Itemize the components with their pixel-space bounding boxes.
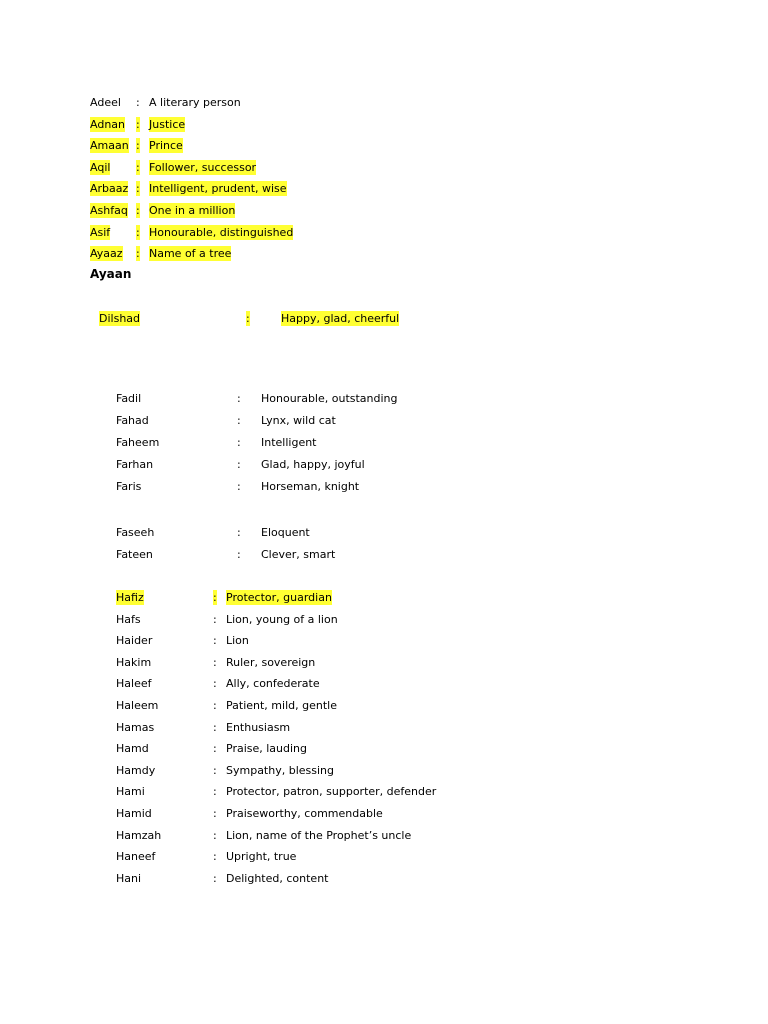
entry-separator: : — [136, 117, 140, 131]
entry-meaning: Name of a tree — [149, 247, 232, 261]
entry-name: Haneef — [116, 850, 156, 864]
entry-meaning: Sympathy, blessing — [226, 763, 334, 777]
entry-name: Haider — [116, 634, 153, 648]
entry-name: Hamzah — [116, 828, 162, 842]
entry-name: Faris — [116, 480, 142, 493]
entry-name: Haleem — [116, 699, 159, 712]
entry-meaning: Intelligent, prudent, wise — [149, 182, 287, 196]
entry-name: Amaan — [90, 139, 129, 153]
entry-separator: : — [213, 871, 217, 885]
entry-name: Arbaaz — [90, 182, 129, 196]
entry-separator: : — [213, 742, 217, 756]
entry-name: Fahad — [116, 414, 149, 427]
entry-separator: : — [237, 548, 241, 561]
entry-name: Haleef — [116, 677, 152, 691]
entry-meaning: Enthusiasm — [226, 720, 291, 734]
entry-name: Hamdy — [116, 763, 156, 777]
entry-separator: : — [136, 182, 140, 196]
entry-name: Ayaaz — [90, 247, 123, 261]
entry-meaning: Intelligent — [261, 436, 317, 449]
entry-separator: : — [213, 634, 217, 648]
entry-name: Adeel — [90, 96, 121, 109]
entry-meaning: Patient, mild, gentle — [226, 699, 337, 712]
entry-meaning: A literary person — [149, 96, 241, 109]
entry-separator: : — [136, 139, 140, 153]
entry-separator: : — [136, 204, 140, 217]
entry-meaning: Glad, happy, joyful — [261, 458, 365, 471]
entry-separator: : — [136, 247, 140, 261]
entry-separator: : — [237, 414, 241, 427]
entry-separator: : — [246, 312, 250, 325]
entry-name: Faheem — [116, 436, 160, 449]
entry-meaning: Lion, name of the Prophet’s uncle — [226, 828, 412, 842]
entry-name: Hamd — [116, 742, 149, 756]
entry-name: Hafiz — [116, 591, 144, 604]
entry-name: Hakim — [116, 655, 152, 669]
entry-name: Aqil — [90, 160, 111, 174]
entry-name: Dilshad — [99, 312, 141, 325]
entry-meaning: Prince — [149, 139, 183, 153]
entry-separator: : — [213, 677, 217, 691]
entry-meaning: Praise, lauding — [226, 742, 308, 756]
entry-name: Hani — [116, 871, 142, 885]
entry-meaning: Protector, guardian — [226, 591, 332, 604]
entry-meaning: Justice — [149, 117, 186, 131]
entry-name: Hamid — [116, 807, 152, 820]
entry-separator: : — [213, 850, 217, 864]
entry-meaning: Honourable, distinguished — [149, 225, 294, 239]
entry-meaning: Follower, successor — [149, 160, 257, 174]
entry-separator: : — [136, 225, 140, 239]
entry-separator: : — [213, 612, 217, 626]
entry-separator: : — [213, 807, 217, 820]
entry-separator: : — [237, 436, 241, 449]
entry-separator: : — [136, 96, 140, 109]
entry-separator: : — [213, 655, 217, 669]
heading-ayaan: Ayaan — [90, 267, 132, 281]
entry-meaning: Upright, true — [226, 850, 297, 864]
entry-separator: : — [213, 699, 217, 712]
entry-meaning: Ally, confederate — [226, 677, 320, 691]
entry-name: Adnan — [90, 117, 125, 131]
entry-meaning: Honourable, outstanding — [261, 392, 398, 405]
entry-name: Fateen — [116, 548, 153, 561]
entry-separator: : — [213, 828, 217, 842]
entry-meaning: Clever, smart — [261, 548, 336, 561]
entry-meaning: Eloquent — [261, 526, 310, 539]
entry-name: Hafs — [116, 612, 141, 626]
entry-meaning: Lion, young of a lion — [226, 612, 338, 626]
entry-name: Asif — [90, 225, 111, 239]
entry-meaning: Lion — [226, 634, 249, 648]
entry-separator: : — [213, 763, 217, 777]
entry-name: Fadil — [116, 392, 142, 405]
entry-separator: : — [237, 480, 241, 493]
entry-meaning: Ruler, sovereign — [226, 655, 316, 669]
entry-separator: : — [136, 160, 140, 174]
entry-meaning: Lynx, wild cat — [261, 414, 336, 427]
entry-name: Ashfaq — [90, 204, 128, 217]
entry-meaning: Happy, glad, cheerful — [281, 312, 400, 325]
entry-meaning: Praiseworthy, commendable — [226, 807, 383, 820]
entry-separator: : — [237, 392, 241, 405]
entry-name: Faseeh — [116, 526, 155, 539]
entry-meaning: One in a million — [149, 204, 236, 217]
entry-separator: : — [237, 526, 241, 539]
entry-separator: : — [237, 458, 241, 471]
entry-name: Hamas — [116, 720, 155, 734]
entry-meaning: Horseman, knight — [261, 480, 360, 493]
entry-name: Hami — [116, 785, 145, 799]
entry-meaning: Protector, patron, supporter, defender — [226, 785, 437, 799]
entry-separator: : — [213, 591, 217, 604]
entry-name: Farhan — [116, 458, 154, 471]
entry-meaning: Delighted, content — [226, 871, 329, 885]
entry-separator: : — [213, 720, 217, 734]
entry-separator: : — [213, 785, 217, 799]
